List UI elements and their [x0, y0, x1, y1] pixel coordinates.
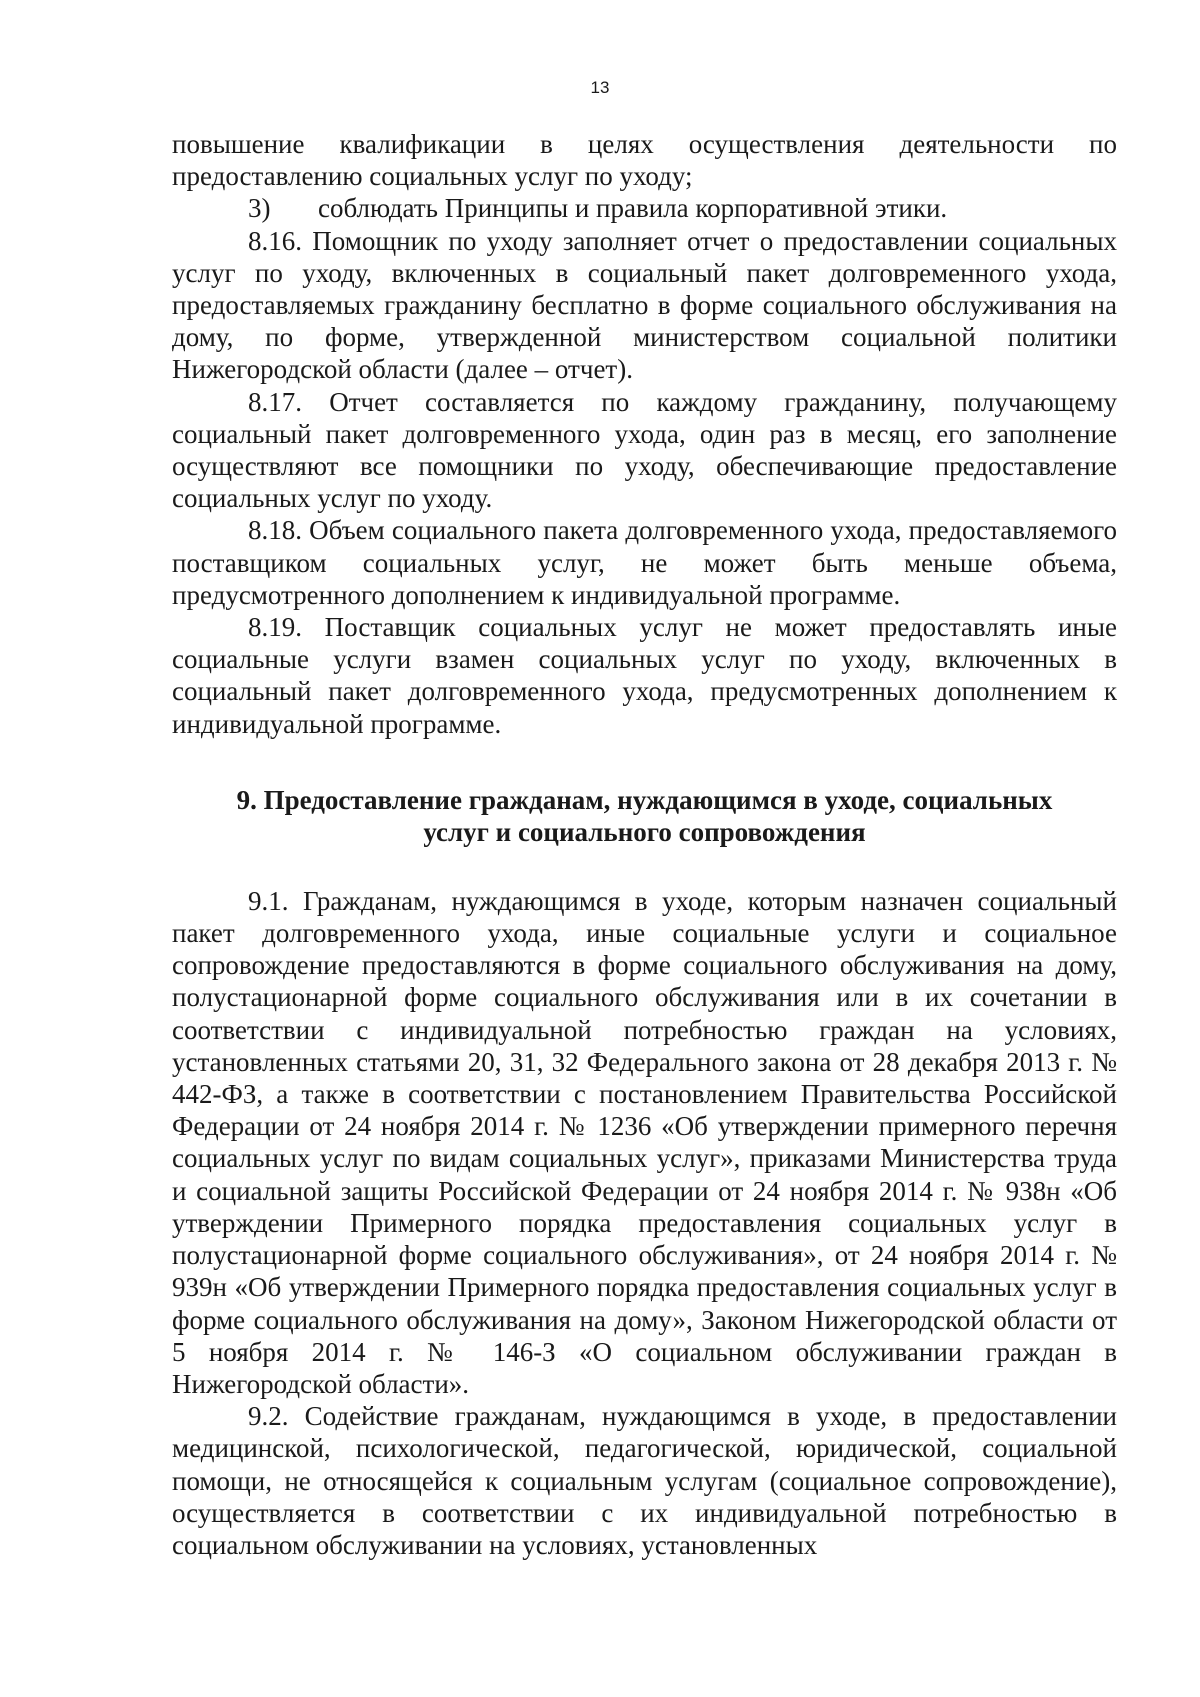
paragraph-8-16: 8.16. Помощник по уходу заполняет отчет о предоставлении социальных услуг по уходу, включенных в социальный пакет долговременного ухода, предоставляемых гражданину бесплатно в форме социального обслуживания на дому, по форме, утвержденной министерством социальной политики Нижегородской области (далее – отчет). [172, 225, 1117, 385]
paragraph-8-17: 8.17. Отчет составляется по каждому гражданину, получающему социальный пакет долговременного ухода, один раз в месяц, его заполнение осуществляют все помощники по уходу, обеспечивающие предоставление социальных услуг по уходу. [172, 386, 1117, 514]
paragraph-9-2: 9.2. Содействие гражданам, нуждающимся в уходе, в предоставлении медицинской, психологической, педагогической, юридической, социальной помощи, не относящейся к социальным услугам (социальное сопровождение), осуществляется в соответствии с их индивидуальной потребностью в социальном обслуживании на условиях, установленных [172, 1401, 1117, 1560]
heading-spacer [172, 849, 1117, 885]
paragraph-9-1: 9.1. Гражданам, нуждающимся в уходе, которым назначен социальный пакет долговременного ухода, иные социальные услуги и социальное сопровождение предоставляются в форме социального обслуживания на дому, полустационарной форме социального обслуживания или в их сочетании в соответствии с индивидуальной потребностью граждан на условиях, установленных статьями 20, 31, 32 Федерального закона от 28 декабря 2013 г. № 442-ФЗ, а также в соответствии с постановлением Правительства Российской Федерации от 24 ноября 2014 г. № 1236 «Об утверждении примерного перечня социальных услуг по видам социальных услуг», приказами Министерства труда и социальной защиты Российской Федерации от 24 ноября 2014 г. № 938н «Об утверждении Примерного порядка предоставления социальных услуг в полустационарной форме социального обслуживания», от 24 ноября 2014 г. № 939н «Об утверждении Примерного порядка предоставления социальных услуг в форме социального обслуживания на дому», Законом Нижегородской области от 5 ноября 2014 г. № 146-З «О социальном обслуживании граждан в Нижегородской области». [172, 885, 1117, 1399]
document-body [172, 128, 1117, 1561]
paragraph-continuation: повышение квалификации в целях осуществления деятельности по предоставлению социальных услуг по уходу; [172, 129, 1117, 192]
section-heading-line-1: 9. Предоставление гражданам, нуждающимся в уходе, социальных [236, 784, 1053, 815]
list-item-3 [172, 192, 1117, 224]
list-item-number: 3) [248, 193, 271, 224]
paragraph-8-18: 8.18. Объем социального пакета долговременного ухода, предоставляемого поставщиком социальных услуг, не может быть меньше объема, предусмотренного дополнением к индивидуальной программе. [172, 515, 1117, 610]
list-item-text: соблюдать Принципы и правила корпоративной этики. [318, 193, 948, 224]
page-number: 13 [590, 78, 610, 97]
section-heading-line-2: услуг и социального сопровождения [423, 817, 866, 848]
section-9-heading [172, 784, 1117, 849]
paragraph-8-19: 8.19. Поставщик социальных услуг не может предоставлять иные социальные услуги взамен социальных услуг по уходу, включенных в социальный пакет долговременного ухода, предусмотренных дополнением к индивидуальной программе. [172, 612, 1117, 739]
